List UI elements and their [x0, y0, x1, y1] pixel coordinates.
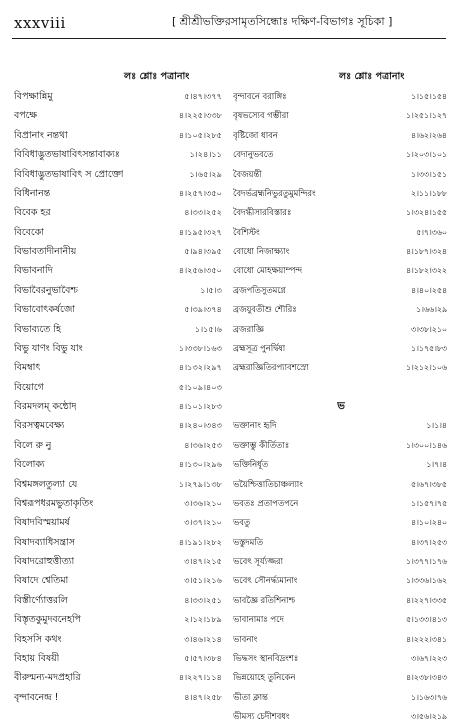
index-entry: [14, 281, 224, 300]
entry-text: ভবতু: [233, 517, 251, 528]
entry-reference: ৫।৭।৩৬০: [416, 227, 447, 237]
index-entry: [233, 320, 449, 339]
entry-text: বিষাদে শ্বেতিমা: [14, 575, 69, 587]
index-entry: [233, 591, 449, 610]
entry-text: বৈদগ্ধীসারবিস্তারঃ: [233, 207, 292, 218]
entry-reference: ৫।১০৯।৪০৩: [178, 381, 222, 392]
index-entry: [233, 281, 449, 300]
entry-text: বিপক্ষান্নিমু: [14, 91, 53, 102]
entry-text: বিহায় বিষয়ী: [14, 652, 60, 664]
entry-reference: ৪।৪৭।২৫৮: [184, 691, 222, 702]
entry-reference: ৪।৩৬।২৫৩: [184, 439, 222, 450]
index-entry: [233, 688, 449, 707]
index-entry: [14, 552, 224, 571]
index-entry: [14, 610, 224, 629]
entry-reference: ১।৩৩।১৫১: [411, 169, 447, 179]
entry-text: ভিদ্ধসং স্থানবিদ্রংশঃ: [233, 652, 299, 663]
entry-reference: ৩।৬৭।২২৩: [411, 653, 447, 663]
index-entry: [233, 223, 449, 242]
index-entry: [14, 358, 224, 377]
index-entry: [14, 106, 224, 125]
entry-text: বৃষ্টিজো ধাবন: [233, 129, 278, 140]
entry-text: বিভু যাণং বিভু যাং: [14, 342, 83, 354]
entry-text: ব্রজরাজ্ঞি: [233, 323, 264, 334]
index-entry: [233, 668, 449, 687]
entry-reference: ৪।২২৫।৩৩৮: [178, 110, 222, 121]
index-entry: [14, 455, 224, 474]
index-entry: [233, 533, 449, 552]
entry-reference: ৪।৩৩।২৫১: [184, 594, 222, 605]
entry-reference: ১।১৭৫।৮৩: [411, 343, 447, 353]
index-entry: [14, 378, 224, 397]
entry-reference: ৪।২২৭।১১৪: [178, 672, 222, 683]
index-entry: [14, 416, 224, 435]
page-number: xxxviii: [14, 14, 66, 32]
entry-reference: ৩।৩৬।২১০: [184, 497, 222, 508]
entry-reference: ১।১৫৭।৭৫: [411, 498, 447, 508]
entry-text: বৈদর্ভব্রহ্মনিভুরতুমুমন্দিরং: [233, 187, 316, 198]
entry-text: ভিন্নয়োহে তুনিকেন: [233, 672, 296, 683]
entry-reference: ৪।১৯৫।৩২৭: [178, 226, 222, 237]
entry-text: ভীতা ক্লান্ত: [233, 691, 268, 702]
entry-reference: ১।৬৬।২৯: [416, 305, 447, 315]
entry-reference: ৪।১৮২।৩২২: [405, 266, 447, 276]
entry-text: বিমম্বাৎ: [14, 362, 41, 374]
index-entry: [233, 165, 449, 184]
index-entry: [233, 552, 449, 571]
index-entry: [233, 416, 449, 435]
entry-text: বিধিনানন্ত: [14, 187, 51, 199]
entry-text: বিভাবৈরনুভাবৈশ্চ: [14, 284, 78, 296]
index-entry: [233, 649, 449, 668]
index-entry: [14, 223, 224, 242]
entry-reference: ১।৩২৪।১৫৫: [405, 208, 447, 218]
index-entry: [233, 300, 449, 319]
index-entry: [233, 707, 449, 726]
entry-reference: ৩।৩৮।২১০: [411, 324, 447, 334]
page-header-title: [ শ্রীশ্রীভক্তিরসামৃতসিন্ধোঃ দক্ষিণ-বিভাগঃ সূচিকা ]: [172, 15, 393, 28]
entry-reference: ৪।১৮৭।৩২৪: [405, 247, 447, 256]
index-entry: [14, 630, 224, 649]
entry-reference: ১।৩৭৭।১৭৬: [405, 557, 447, 566]
index-entry: [14, 184, 224, 203]
entry-text: বিস্তৃতকুমুদবনেহপি: [14, 614, 81, 626]
entry-text: বিরমদলম্ কন্ঠোদ্: [14, 401, 77, 412]
entry-reference: ৫।৩৯।৩৭৪: [184, 304, 222, 315]
entry-reference: ২।১১।১৮৮: [411, 188, 447, 198]
column-heading-left: লঃ শ্লোঃ পত্রানাং: [124, 71, 190, 82]
index-entry: [233, 203, 449, 222]
entry-reference: ৩।৪৬।২১৪: [184, 633, 222, 644]
entry-reference: ৫।৯৪।৩৯৫: [184, 246, 222, 256]
index-entry: [14, 513, 224, 532]
entry-text: ব্রজপতিসুতমগ্নে: [233, 284, 286, 295]
index-entry: [14, 688, 224, 707]
entry-text: বিবেকো: [14, 226, 44, 238]
entry-text: বিহসসি কথং: [14, 633, 62, 645]
column-heading-right: লঃ শ্লোঃ পত্রানাং: [339, 71, 405, 82]
entry-text: ভাবনাং: [233, 633, 258, 644]
entry-text: ভক্তিনির্ধূত: [233, 459, 269, 470]
entry-text: বৃষভস্যেব গম্ভীরা: [233, 110, 289, 121]
entry-reference: ৩।৩৭।২১০: [184, 517, 222, 528]
index-entry: [14, 203, 224, 222]
entry-reference: ২।১২।১৮৯: [184, 614, 222, 625]
index-entry: [14, 494, 224, 513]
entry-reference: ৪।১০৫।২৮৫: [178, 129, 222, 140]
index-entry: [14, 571, 224, 590]
entry-reference: ১।২৪।১১: [189, 149, 222, 160]
entry-reference: ৪।১০১।২৮৩: [178, 401, 222, 411]
index-entry: [14, 475, 224, 494]
entry-text: ভস্তুদমতি: [233, 536, 263, 547]
index-entry: [14, 339, 224, 358]
index-entry: [233, 106, 449, 125]
entry-text: বিস্তীর্ণ্যোত্তরলি: [14, 594, 68, 606]
entry-text: ভক্তাম্ভু কীর্তিতাঃ: [233, 439, 290, 450]
entry-text: বিবিধাদ্ভুতভাষাবিৎ স প্রোক্তো: [14, 168, 124, 180]
entry-reference: ৪।৩৩।২৫২: [184, 207, 222, 218]
entry-text: বিবেক হর: [14, 207, 51, 219]
entry-reference: ১।৩৩৮।১৬৩: [178, 342, 222, 353]
index-entry: [233, 242, 449, 261]
entry-text: বীরুন্মন্য-মদপ্রহারি: [14, 672, 81, 684]
entry-text: বোধো মোহক্ষয়াম্পন্দ: [233, 265, 303, 276]
entry-text: বিয়োগে: [14, 381, 44, 393]
entry-text: বিষাদবিস্ময়ামর্ষ: [14, 517, 70, 529]
entry-reference: ৪।৪০।২৫৪: [411, 285, 447, 295]
entry-reference: ১।২১২।১০৬: [405, 363, 447, 373]
entry-text: ভক্তানাং হৃদি: [233, 420, 277, 431]
entry-text: ভাবানামাঃ পদে: [233, 614, 284, 625]
index-entry: [233, 571, 449, 590]
index-entry: [14, 87, 224, 106]
entry-text: বিশ্বরূপধরমভুতাকৃতিং: [14, 497, 94, 509]
entry-text: ভাবজ্ঞৈ রতিশিনাশ্চ: [233, 594, 296, 605]
index-entry: [233, 436, 449, 455]
entry-text: বিষাদব্যাধিসন্ত্রাস: [14, 536, 75, 548]
entry-text: বিভাবোৎকর্ষজো: [14, 304, 75, 316]
entry-text: ব্রহ্মসূত্র পুনর্দ্বিষা: [233, 342, 286, 353]
entry-text: ভবেৎ সৌনর্দ্ধ্যমানাং: [233, 575, 298, 586]
entry-text: বিশ্বমঙ্গলতুল্যা যে: [14, 478, 78, 490]
index-column-left: [14, 87, 224, 707]
entry-text: বিভাব্যতে হি: [14, 323, 61, 335]
entry-text: বৈশিস্টং: [233, 226, 260, 237]
index-entry: [233, 358, 449, 377]
entry-reference: ১।৬৫।২৯: [189, 168, 222, 179]
entry-text: বোধো নিজাক্ষ্যাং: [233, 246, 290, 256]
index-entry: [233, 184, 449, 203]
entry-text: ভবেৎ সূর্য্যজ্জরা: [233, 556, 284, 566]
entry-reference: ৪।১৩০।২৯৬: [178, 459, 222, 470]
index-entry: [233, 378, 449, 397]
entry-reference: ১।৭।৪: [426, 460, 447, 470]
entry-reference: ১।৫।৩: [200, 284, 222, 295]
index-entry: [14, 145, 224, 164]
entry-reference: ৪।১৩২।২৯৭: [178, 362, 222, 373]
entry-reference: ১।১৫।১৫৪: [411, 92, 447, 101]
entry-reference: ৪।২৩৮।৩৪৩: [405, 673, 447, 683]
index-entry: [14, 591, 224, 610]
entry-reference: ৪।৬২।২৬৪: [411, 130, 447, 140]
index-entry: [14, 165, 224, 184]
index-entry: [233, 475, 449, 494]
header-rule: [12, 38, 446, 39]
entry-text: বৈজয়ন্তী: [233, 168, 262, 179]
index-entry: [233, 494, 449, 513]
entry-text: বিভাবনাদি: [14, 265, 53, 277]
entry-text: বেদানুভবতে: [233, 149, 274, 160]
index-column-right: [233, 87, 449, 726]
entry-reference: ৩।৪৭।২১৫: [184, 556, 222, 566]
entry-text: বিলে রু নু: [14, 439, 52, 451]
entry-reference: ১।১।৪: [426, 421, 447, 431]
entry-text: বিবিধাদ্ভুতভাষাবিৎসন্তাবাক্যঃ: [14, 149, 120, 161]
entry-text: বপক্ষে: [14, 110, 37, 122]
index-entry: [14, 320, 224, 339]
index-entry: [14, 533, 224, 552]
entry-reference: ৩।৫১।২১৬: [184, 575, 222, 586]
entry-reference: ১।২০৩।১০১: [405, 150, 447, 160]
entry-text: বৃন্দাবনে বরাঙ্গিঃ: [233, 91, 287, 101]
entry-text: বিভাবতাদীনানীয়: [14, 246, 77, 257]
entry-reference: ১।৩৩৬।১৬২: [405, 576, 447, 586]
index-entry: [233, 455, 449, 474]
index-entry: [233, 126, 449, 145]
entry-reference: ৫।৪৭।৩৭৭: [184, 91, 222, 101]
entry-text: ব্রহ্মরাজ্ঞিতিরপ্যাবশস্রো: [233, 362, 309, 373]
entry-text: ভীমস্য চেদীশবধং: [233, 711, 290, 721]
section-letter: [233, 397, 449, 416]
entry-text: বিপ্রানাং নন্তথা: [14, 129, 68, 141]
entry-reference: ১।২৫১।১২৭: [405, 111, 447, 121]
index-entry: [14, 397, 224, 416]
entry-reference: ৪।১০।২৪০: [411, 518, 447, 528]
index-entry: [14, 649, 224, 668]
entry-reference: ৩।৫৬।২১৯: [411, 712, 447, 721]
entry-text: ভবতঃ প্রতাপতপনে: [233, 497, 299, 508]
entry-reference: ৪।৩৭।২৫৩: [411, 537, 447, 547]
entry-reference: ১।১৫।৬: [194, 323, 222, 334]
index-entry: [233, 261, 449, 280]
index-entry: [14, 436, 224, 455]
index-entry: [14, 242, 224, 261]
entry-reference: ৪।২২৭।৩৩৫: [405, 595, 447, 605]
entry-text: বিলোক্য: [14, 459, 45, 471]
index-entry: [233, 339, 449, 358]
entry-text: বিরসত্বমবেক্ষ্য: [14, 420, 65, 432]
entry-reference: ৪।১৯১।২৮২: [178, 536, 222, 547]
index-entry: [233, 630, 449, 649]
entry-reference: ৪।২২২।৩৪১: [405, 634, 447, 644]
entry-text: ব্রজযুবতীশু শৌরিঃ: [233, 304, 297, 315]
index-entry: [233, 610, 449, 629]
index-entry: [14, 668, 224, 687]
entry-text: বিষাদরোহুত্তীত্যা: [14, 556, 75, 567]
index-entry: [233, 145, 449, 164]
entry-reference: ৪।২৪০।৩৪৩: [178, 420, 222, 431]
entry-reference: ৪।২৫৬।৩৫০: [178, 265, 222, 276]
entry-text: ভ: [337, 400, 345, 412]
entry-reference: ১।২৭৯।১৩৮: [178, 478, 222, 489]
index-entry: [14, 300, 224, 319]
entry-reference: ৫।৬৭।৩৮৫: [411, 479, 447, 489]
entry-text: ভয়ৈশ্চিত্তাতিচাঞ্চল্যাং: [233, 478, 303, 489]
index-entry: [233, 87, 449, 106]
entry-reference: ৫।৫৭।৩৮৪: [184, 652, 222, 663]
entry-text: বৃন্দাবনেন্দ্র !: [14, 691, 59, 703]
index-entry: [233, 513, 449, 532]
entry-reference: ৫।১৩৩।৪১৩: [405, 615, 447, 625]
index-entry: [14, 261, 224, 280]
index-entry: [14, 126, 224, 145]
entry-reference: ৪।২৫৭।৩৫০: [178, 187, 222, 198]
entry-reference: ১।১৬৩।৭৬: [411, 692, 447, 702]
entry-reference: ১।৩০০।১৪৬: [405, 440, 447, 450]
